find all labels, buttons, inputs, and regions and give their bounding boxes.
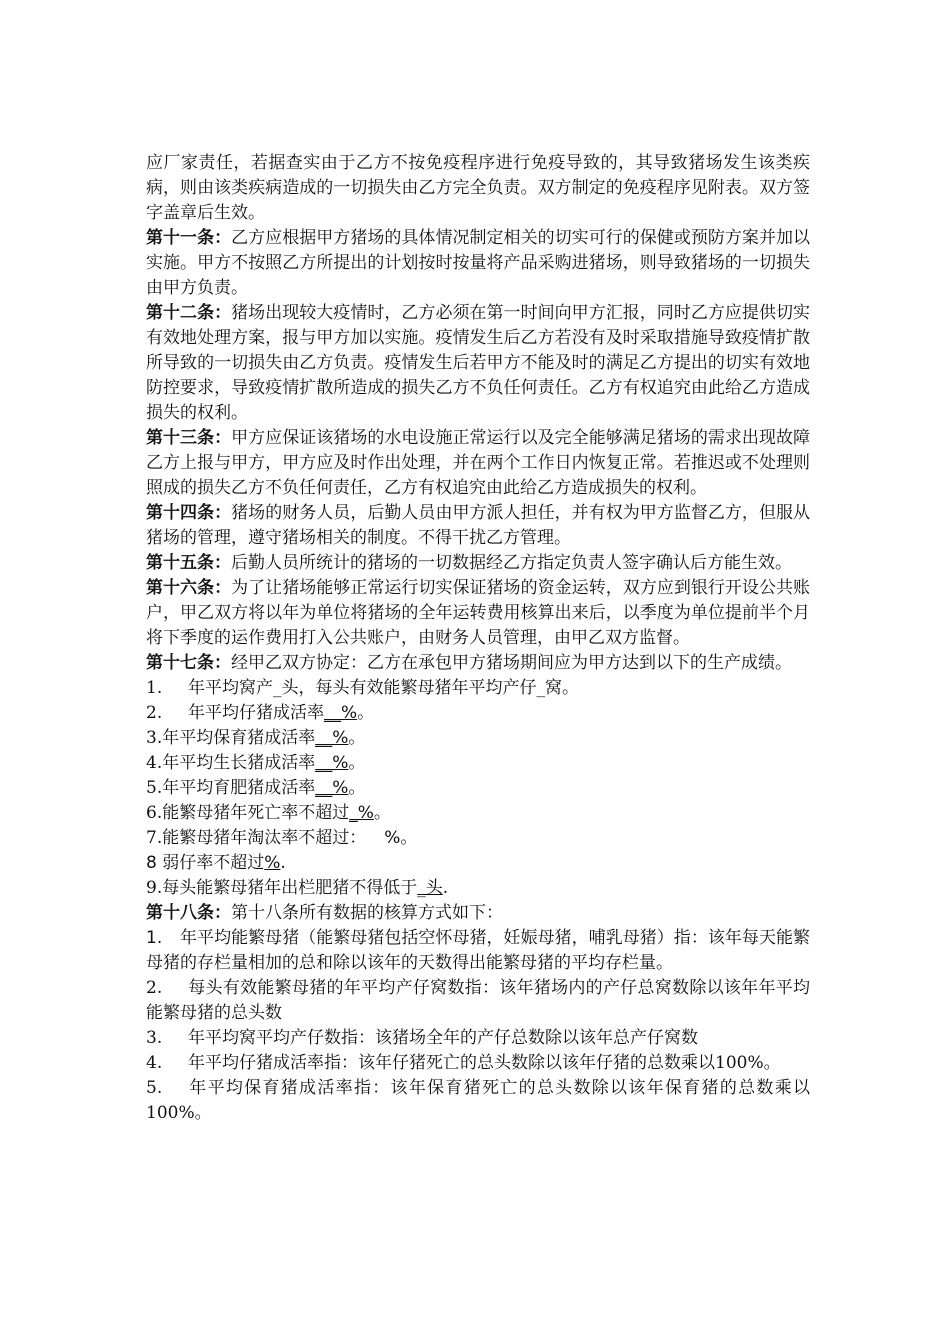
blank-field: _ <box>536 678 545 698</box>
list-item <box>146 851 810 876</box>
article-14-text: 猪场的财务人员，后勤人员由甲方派人担任，并有权为甲方监督乙方，但服从猪场的管理，遵守猪场相关的制度。不得干扰乙方管理。 <box>146 503 811 548</box>
list-item-text: 年平均窝产 <box>188 678 273 698</box>
list-item <box>146 751 810 776</box>
list-item-text: 。 <box>373 803 391 823</box>
list-item-text: 7.能繁母猪年淘汰率不超过： <box>146 828 367 848</box>
definition-item <box>146 1026 810 1051</box>
list-item-number: 2. <box>146 978 163 998</box>
article-17-text: 经甲乙双方协定：乙方在承包甲方猪场期间应为甲方达到以下的生产成绩。 <box>231 653 792 673</box>
list-item-number: 4. <box>146 1053 163 1073</box>
article-16-text: 为了让猪场能够正常运行切实保证猪场的资金运转，双方应到银行开设公共账户，甲乙双方将以年为单位将猪场的全年运转费用核算出来后，以季度为单位提前半个月将下季度的运作费用打入公共账户，由财务人员管理，由甲乙双方监督。 <box>146 578 811 648</box>
article-17-title: 第十七条： <box>146 653 231 673</box>
definition-text: 年平均能繁母猪（能繁母猪包括空怀母猪，妊娠母猪，哺乳母猪）指：该年每天能繁母猪的存栏量相加的总和除以该年的天数得出能繁母猪的平均存栏量。 <box>146 928 810 973</box>
article-13 <box>146 426 810 501</box>
article-12-text: 猪场出现较大疫情时，乙方必须在第一时间向甲方汇报，同时乙方应提供切实有效地处理方案，报与甲方加以实施。疫情发生后乙方若没有及时采取措施导致疫情扩散所导致的一切损失由乙方负责。疫情发生后若甲方不能及时的满足乙方提出的切实有效地防控要求，导致疫情扩散所造成的损失乙方不负任何责任。乙方有权追究由此给乙方造成损失的权利。 <box>146 303 811 423</box>
article-12 <box>146 301 810 426</box>
percent-blank: __% <box>324 703 358 723</box>
list-item <box>146 726 810 751</box>
paragraph-continuation: 应厂家责任，若据查实由于乙方不按免疫程序进行免疫导致的，其导致猪场发生该类疾病，则由该类疾病造成的一切损失由乙方完全负责。双方制定的免疫程序见附表。双方签字盖章后生效。 <box>146 153 810 223</box>
list-item-text: 8 弱仔率不超过 <box>146 853 265 873</box>
article-11-title: 第十一条： <box>146 228 232 248</box>
article-18-text: 第十八条所有数据的核算方式如下： <box>231 903 503 923</box>
list-item-number: 2. <box>146 703 163 723</box>
list-item-text: 。 <box>400 828 418 848</box>
list-item-text: . <box>280 853 286 873</box>
list-item-text: 5.年平均育肥猪成活率 <box>146 778 316 798</box>
article-15-title: 第十五条： <box>146 553 231 573</box>
article-12-title: 第十二条： <box>146 303 232 323</box>
article-15 <box>146 551 810 576</box>
list-item-number: 1. <box>146 928 163 948</box>
list-item-number: 3. <box>146 1028 163 1048</box>
list-item-number: 5. <box>146 1078 163 1098</box>
list-item-text: 窝。 <box>545 678 579 698</box>
definition-text: 年平均窝平均产仔数指：该猪场全年的产仔总数除以该年总产仔窝数 <box>188 1028 698 1048</box>
article-16-title: 第十六条： <box>146 578 232 598</box>
list-item-text: 。 <box>348 753 366 773</box>
percent-blank: __% <box>315 778 349 798</box>
list-item-text: 4.年平均生长猪成活率 <box>146 753 316 773</box>
blank-field: _ <box>273 678 282 698</box>
list-item-text: 。 <box>348 778 366 798</box>
document-page <box>146 151 810 1126</box>
list-item-number: 1. <box>146 678 163 698</box>
definition-text: 年平均仔猪成活率指：该年仔猪死亡的总头数除以该年仔猪的总数乘以100%。 <box>188 1053 781 1073</box>
article-11-text: 乙方应根据甲方猪场的具体情况制定相关的切实可行的保健或预防方案并加以实施。甲方不按照乙方所提出的计划按时按量将产品采购进猪场，则导致猪场的一切损失由甲方负责。 <box>146 228 811 298</box>
article-11 <box>146 226 810 301</box>
list-item <box>146 676 810 701</box>
list-item-text: 。 <box>348 728 366 748</box>
article-17 <box>146 651 810 676</box>
blank-field: _头 <box>417 878 443 898</box>
article-18 <box>146 901 810 926</box>
article-18-title: 第十八条： <box>146 903 231 923</box>
article-14 <box>146 501 810 551</box>
list-item-text: 9.每头能繁母猪年出栏肥猪不得低于 <box>146 878 418 898</box>
list-item <box>146 826 810 851</box>
list-item-text: 3.年平均保育猪成活率 <box>146 728 316 748</box>
article-13-text: 甲方应保证该猪场的水电设施正常运行以及完全能够满足猪场的需求出现故障乙方上报与甲方，甲方应及时作出处理，并在两个工作日内恢复正常。若推迟或不处理则照成的损失乙方不负任何责任，乙方有权追究由此给乙方造成损失的权利。 <box>146 428 811 498</box>
article-14-title: 第十四条： <box>146 503 232 523</box>
percent-blank: _% <box>349 803 374 823</box>
list-item <box>146 701 810 726</box>
definition-item <box>146 1076 810 1126</box>
percent-blank: __% <box>315 728 349 748</box>
list-item-text: 年平均仔猪成活率 <box>188 703 324 723</box>
definition-item <box>146 976 810 1026</box>
list-item <box>146 801 810 826</box>
percent-blank: __% <box>315 753 349 773</box>
article-16 <box>146 576 810 651</box>
list-item-text: 6.能繁母猪年死亡率不超过 <box>146 803 350 823</box>
list-item-text: 头，每头有效能繁母猪年平均产仔 <box>281 678 537 698</box>
list-item-text: 。 <box>357 703 375 723</box>
article-15-text: 后勤人员所统计的猪场的一切数据经乙方指定负责人签字确认后方能生效。 <box>231 553 792 573</box>
list-item <box>146 876 810 901</box>
definition-text: 年平均保育猪成活率指：该年保育猪死亡的总头数除以该年保育猪的总数乘以100%。 <box>146 1078 810 1123</box>
percent-blank: % <box>384 828 401 848</box>
definition-text: 每头有效能繁母猪的年平均产仔窝数指：该年猪场内的产仔总窝数除以该年年平均能繁母猪的总头数 <box>146 978 810 1023</box>
list-item <box>146 776 810 801</box>
definition-item <box>146 1051 810 1076</box>
article-13-title: 第十三条： <box>146 428 232 448</box>
percent-blank: % <box>264 853 281 873</box>
list-item-text: . <box>442 878 449 898</box>
definition-item <box>146 926 810 976</box>
